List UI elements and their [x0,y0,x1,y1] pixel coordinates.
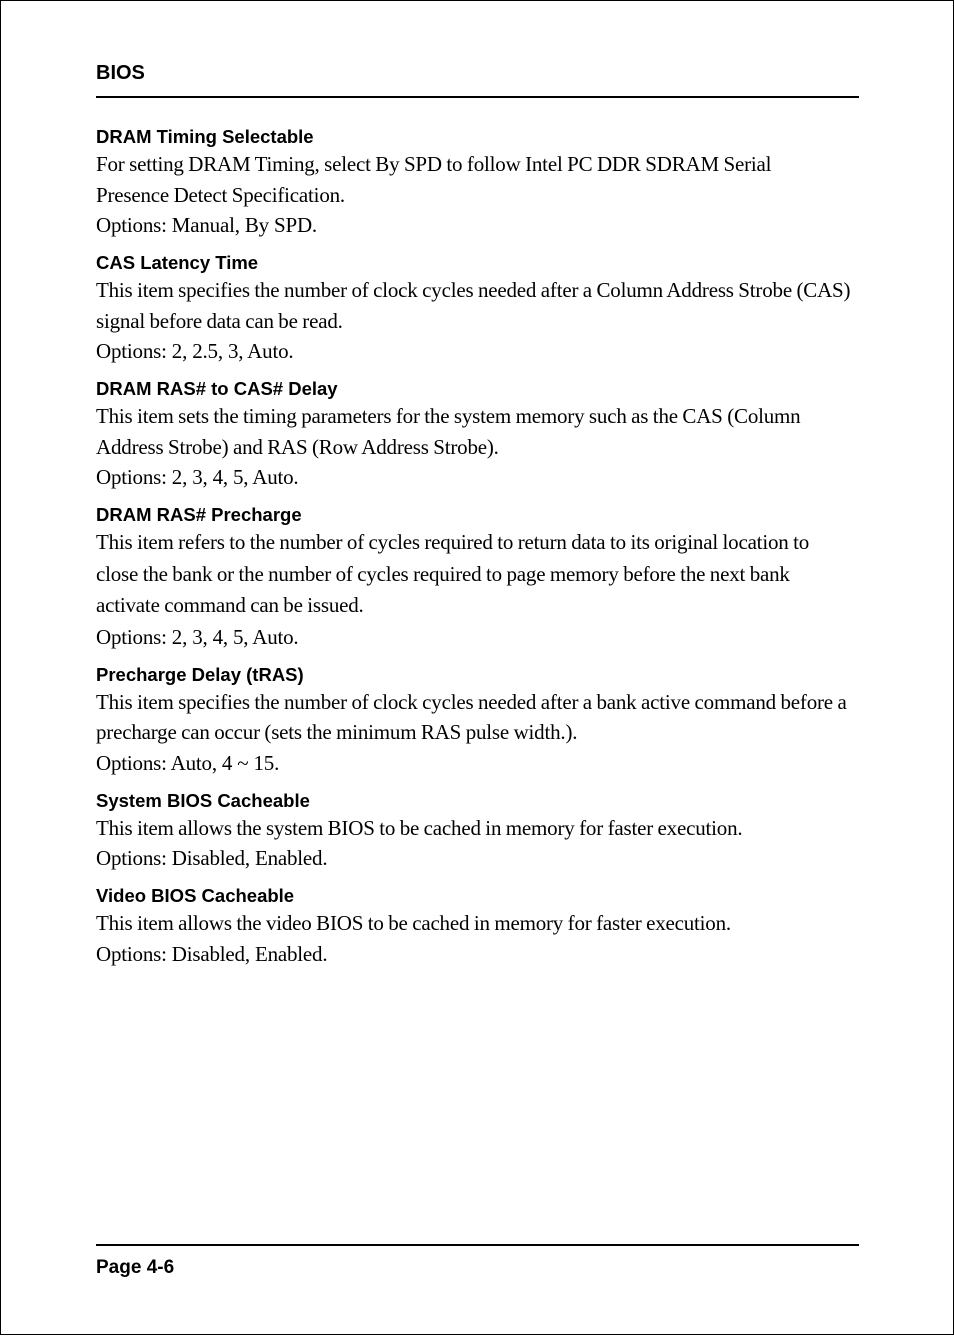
section-title: Video BIOS Cacheable [96,885,295,906]
page-header-title: BIOS [96,62,145,84]
footer-divider [96,1244,859,1246]
section-options: Options: Auto, 4 ~ 15. [96,750,280,775]
section-options: Options: Manual, By SPD. [96,213,317,237]
section-dram-timing-selectable [96,125,866,241]
section-title: CAS Latency Time [96,252,259,273]
section-description: For setting DRAM Timing, select By SPD to follow Intel PC DDR SDRAM Serial Presence Detect Specification. [96,152,772,207]
section-title: DRAM Timing Selectable [96,126,314,147]
section-title: DRAM RAS# Precharge [96,504,302,525]
page-number: Page 4-6 [96,1257,175,1278]
section-description: This item allows the video BIOS to be cached in memory for faster execution. [96,911,731,935]
section-description: This item specifies the number of clock cycles needed after a Column Address Strobe (CAS) signal before data can be read. [96,278,851,333]
section-precharge-delay-tras [96,663,866,779]
section-options: Options: 2, 3, 4, 5, Auto. [96,624,299,649]
section-options: Options: 2, 2.5, 3, Auto. [96,339,294,363]
section-title: System BIOS Cacheable [96,789,310,811]
section-description: This item specifies the number of clock cycles needed after a bank active command before a precharge can occur (sets the minimum RAS pulse width.). [96,689,847,744]
document-body [96,125,866,970]
section-description: This item sets the timing parameters for the system memory such as the CAS (Column Address Strobe) and RAS (Row Address Strobe). [96,404,801,459]
section-cas-latency-time [96,251,866,367]
section-options: Options: Disabled, Enabled. [96,846,328,870]
section-options: Options: Disabled, Enabled. [96,941,328,966]
section-dram-ras-to-cas-delay [96,377,866,493]
section-options: Options: 2, 3, 4, 5, Auto. [96,465,299,489]
section-description: This item refers to the number of cycles required to return data to its original location to close the bank or the number of cycles required to page memory before the next bank activate command can be issued. [96,530,810,617]
section-video-bios-cacheable [96,884,866,970]
header-divider [96,96,859,98]
section-title: Precharge Delay (tRAS) [96,663,304,685]
section-dram-ras-precharge [96,503,866,653]
section-system-bios-cacheable [96,789,866,875]
section-title: DRAM RAS# to CAS# Delay [96,378,338,399]
section-description: This item allows the system BIOS to be cached in memory for faster execution. [96,815,743,840]
